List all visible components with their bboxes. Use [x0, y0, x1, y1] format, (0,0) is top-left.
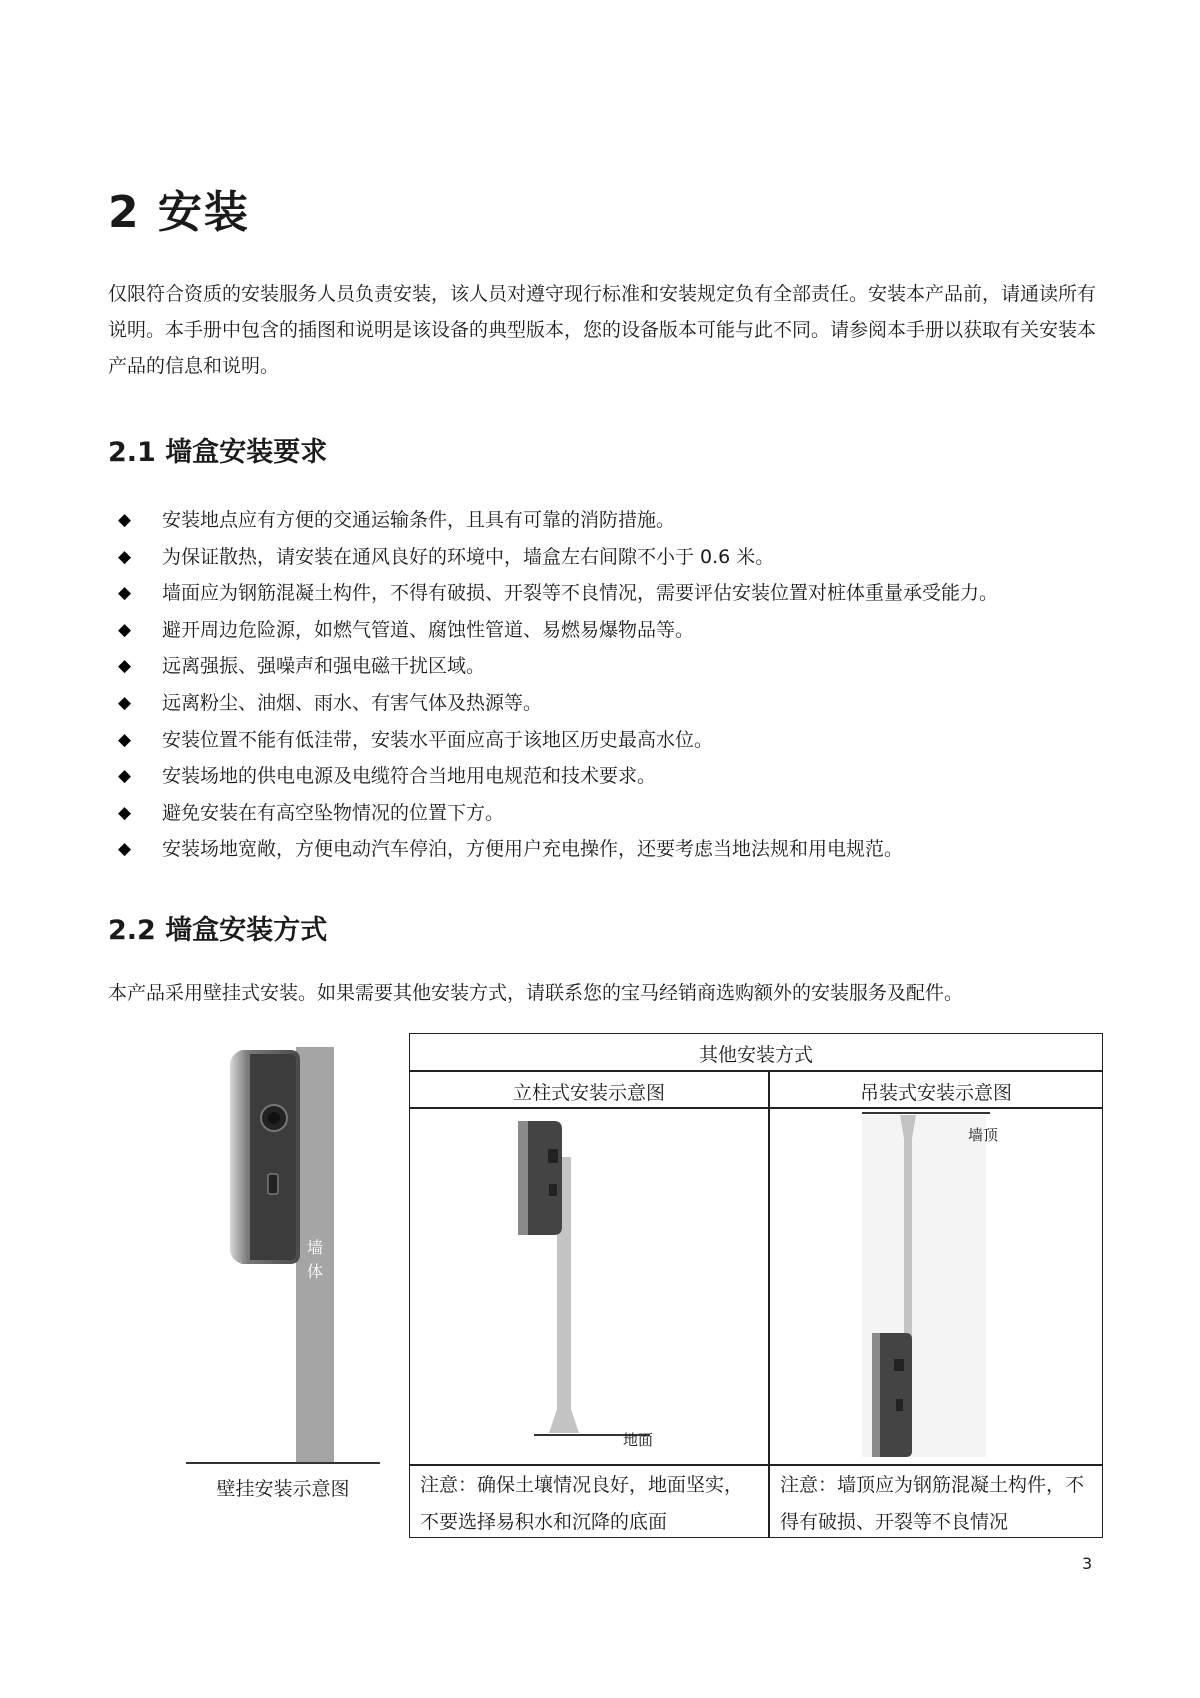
wall-label: 墙 体	[306, 1238, 323, 1281]
requirement-text: 安装位置不能有低洼带，安装水平面应高于该地区历史最高水位。	[162, 728, 714, 751]
pole-mount-title: 立柱式安装示意图	[512, 1082, 665, 1104]
diamond-bullet-icon: ◆	[118, 510, 132, 530]
requirement-item	[118, 539, 998, 576]
requirement-text: 墙面应为钢筋混凝土构件，不得有破损、开裂等不良情况，需要评估安装位置对桩体重量承受能力。	[162, 582, 999, 605]
requirement-text: 避开周边危险源，如燃气管道、腐蚀性管道、易燃易爆物品等。	[162, 618, 695, 641]
wallbox-device-illustration	[228, 1050, 304, 1264]
requirement-item	[118, 758, 998, 795]
requirement-item	[118, 575, 998, 612]
table-header: 其他安装方式	[698, 1044, 813, 1066]
section-heading-requirements: 2.1 墙盒安装要求	[108, 437, 328, 468]
page-number: 3	[1082, 1554, 1093, 1573]
diamond-bullet-icon: ◆	[118, 583, 132, 604]
ceiling-mount-note-line1: 注意：墙顶应为钢筋混凝土构件，不	[780, 1474, 1085, 1496]
requirement-item	[118, 612, 998, 649]
requirement-text: 远离强振、强噪声和强电磁干扰区域。	[162, 655, 486, 678]
requirement-text: 避免安装在有高空坠物情况的位置下方。	[162, 801, 505, 824]
requirement-item	[118, 502, 998, 539]
diamond-bullet-icon: ◆	[118, 692, 132, 713]
diamond-bullet-icon: ◆	[118, 766, 132, 787]
intro-paragraph: 仅限符合资质的安装服务人员负责安装，该人员对遵守现行标准和安装规定负有全部责任。安装本产品前，请通读所有说明。本手册中包含的插图和说明是该设备的典型版本，您的设备版本可能与此不同。请参阅本手册以获取有关安装本产品的信息和说明。	[108, 283, 1097, 377]
ceiling-mount-illustration	[770, 1109, 1102, 1463]
requirement-item	[118, 831, 998, 868]
ground-label: 地面	[623, 1431, 654, 1449]
requirement-item	[118, 795, 998, 832]
pole-mount-illustration	[410, 1109, 766, 1463]
requirement-item	[118, 648, 998, 685]
diamond-bullet-icon: ◆	[118, 729, 132, 750]
requirement-text: 安装场地宽敞，方便电动汽车停泊，方便用户充电操作，还要考虑当地法规和用电规范。	[162, 838, 904, 861]
diamond-bullet-icon: ◆	[118, 546, 132, 567]
pole-mount-note-line2: 不要选择易积水和沉降的底面	[420, 1511, 668, 1533]
requirement-text: 为保证散热，请安装在通风良好的环境中，墙盒左右间隙不小于 0.6 米。	[162, 545, 775, 568]
requirement-text: 远离粉尘、油烟、雨水、有害气体及热源等。	[162, 691, 543, 714]
installation-methods-table	[409, 1033, 1103, 1538]
diamond-bullet-icon: ◆	[118, 839, 132, 860]
chapter-title: 2 安装	[108, 187, 250, 238]
requirement-item	[118, 722, 998, 759]
pole-mount-note-line1: 注意：确保土壤情况良好，地面坚实，	[420, 1474, 744, 1496]
section-heading-methods: 2.2 墙盒安装方式	[108, 915, 328, 946]
requirements-list	[118, 502, 998, 868]
diamond-bullet-icon: ◆	[118, 619, 132, 640]
ceiling-mount-note-line2: 得有破损、开裂等不良情况	[780, 1511, 1009, 1533]
wall-mount-caption: 壁挂安装示意图	[216, 1478, 350, 1500]
requirement-text: 安装场地的供电电源及电缆符合当地用电规范和技术要求。	[162, 765, 657, 788]
diamond-bullet-icon: ◆	[118, 802, 132, 823]
ceiling-mount-title: 吊装式安装示意图	[859, 1082, 1012, 1104]
ground-line	[186, 1462, 380, 1464]
diamond-bullet-icon: ◆	[118, 656, 132, 677]
ceiling-label: 墙顶	[968, 1126, 999, 1144]
methods-intro-paragraph: 本产品采用壁挂式安装。如果需要其他安装方式，请联系您的宝马经销商选购额外的安装服务及配件。	[108, 982, 964, 1004]
requirement-item	[118, 685, 998, 722]
requirement-text: 安装地点应有方便的交通运输条件，且具有可靠的消防措施。	[162, 509, 676, 531]
